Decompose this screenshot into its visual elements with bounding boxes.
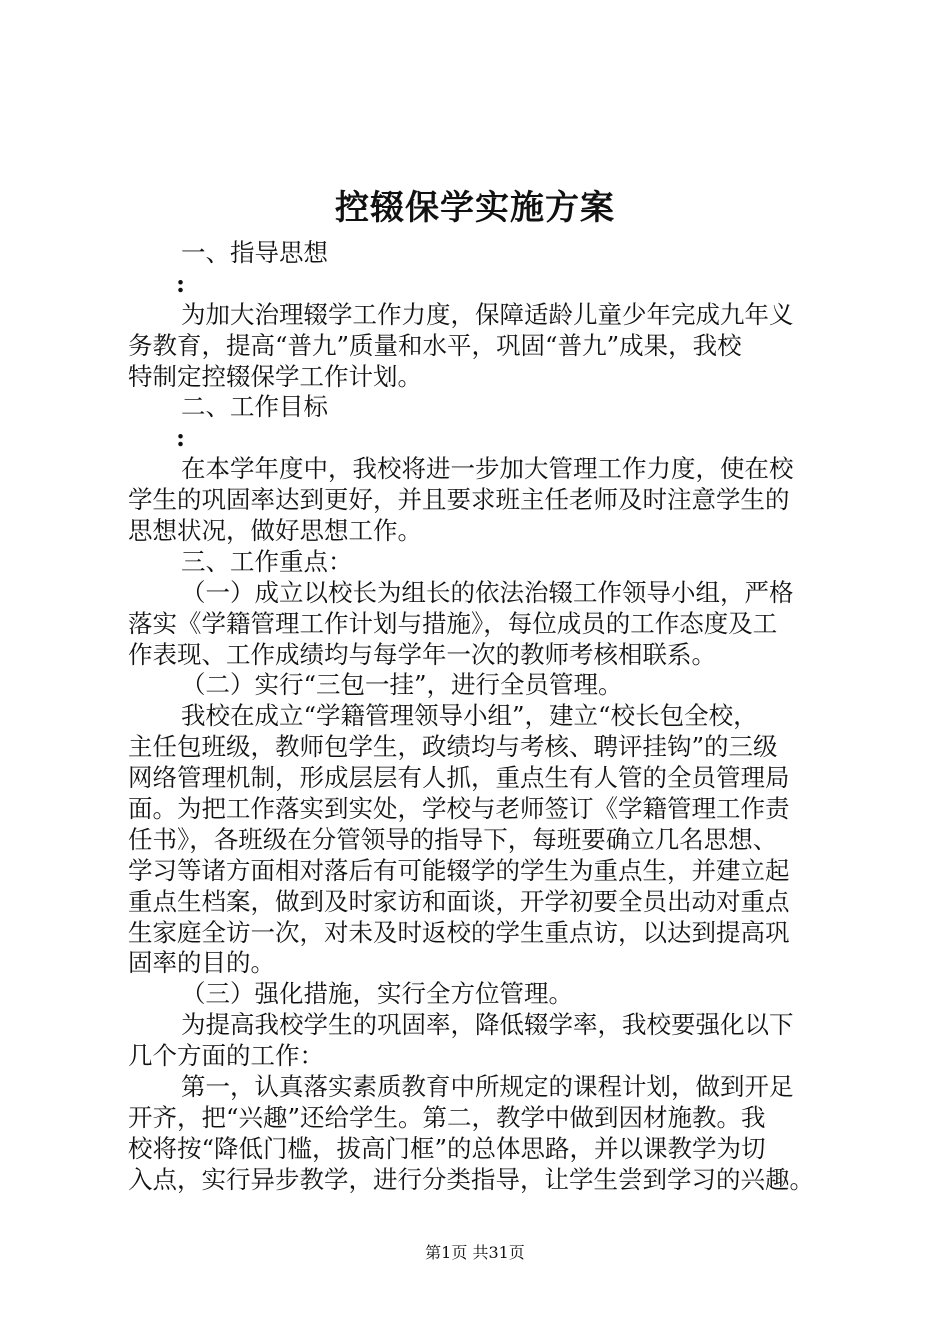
text-line: : bbox=[176, 423, 186, 453]
text-line: （一）成立以校长为组长的依法治辍工作领导小组，严格 bbox=[181, 577, 794, 607]
text-line: 落实《学籍管理工作计划与措施》，每位成员的工作态度及工 bbox=[128, 608, 778, 638]
document-body bbox=[128, 238, 838, 1196]
text-line: 第一，认真落实素质教育中所规定的课程计划，做到开足 bbox=[181, 1072, 794, 1102]
text-line: : bbox=[176, 268, 186, 298]
text-line: 为提高我校学生的巩固率，降低辍学率，我校要强化以下 bbox=[181, 1010, 794, 1040]
text-line: 我校在成立“学籍管理领导小组”，建立“校长包全校， bbox=[181, 701, 758, 731]
text-line: 二、工作目标 bbox=[181, 392, 328, 422]
text-line: 作表现、工作成绩均与每学年一次的教师考核相联系。 bbox=[128, 639, 716, 669]
document-title: 控辍保学实施方案 bbox=[335, 188, 615, 228]
text-line: 开齐，把“兴趣”还给学生。第二，教学中做到因材施教。我 bbox=[128, 1102, 766, 1132]
text-line: 主任包班级，教师包学生，政绩均与考核、聘评挂钩”的三级 bbox=[128, 732, 778, 762]
text-line: （二）实行“三包一挂”，进行全员管理。 bbox=[181, 670, 623, 700]
text-line: 入点，实行异步教学，进行分类指导，让学生尝到学习的兴趣。 bbox=[128, 1164, 814, 1194]
text-line: 三、工作重点： bbox=[181, 546, 353, 576]
page-footer: 第1页 共31页 bbox=[425, 1243, 525, 1262]
text-line: 重点生档案，做到及时家访和面谈，开学初要全员出动对重点 bbox=[128, 886, 790, 916]
text-line: 校将按“降低门槛，拔高门框”的总体思路，并以课教学为切 bbox=[128, 1133, 766, 1163]
text-line: 学习等诸方面相对落后有可能辍学的学生为重点生，并建立起 bbox=[128, 855, 790, 885]
text-line: 务教育，提高“普九”质量和水平，巩固“普九”成果，我校 bbox=[128, 330, 742, 360]
text-line: 特制定控辍保学工作计划。 bbox=[128, 361, 422, 391]
text-line: （三）强化措施，实行全方位管理。 bbox=[181, 979, 573, 1009]
text-line: 网络管理机制，形成层层有人抓，重点生有人管的全员管理局 bbox=[128, 763, 790, 793]
text-line: 生家庭全访一次，对未及时返校的学生重点访，以达到提高巩 bbox=[128, 917, 790, 947]
text-line: 一、指导思想 bbox=[181, 238, 328, 267]
text-line: 几个方面的工作： bbox=[128, 1041, 324, 1071]
text-line: 在本学年度中，我校将进一步加大管理工作力度，使在校 bbox=[181, 454, 794, 484]
text-line: 面。为把工作落实到实处，学校与老师签订《学籍管理工作责 bbox=[128, 794, 790, 824]
text-line: 思想状况，做好思想工作。 bbox=[128, 516, 422, 546]
text-line: 学生的巩固率达到更好，并且要求班主任老师及时注意学生的 bbox=[128, 485, 790, 515]
text-line: 固率的目的。 bbox=[128, 948, 275, 978]
text-line: 任书》，各班级在分管领导的指导下，每班要确立几名思想、 bbox=[128, 824, 778, 854]
text-line: 为加大治理辍学工作力度，保障适龄儿童少年完成九年义 bbox=[181, 299, 794, 329]
